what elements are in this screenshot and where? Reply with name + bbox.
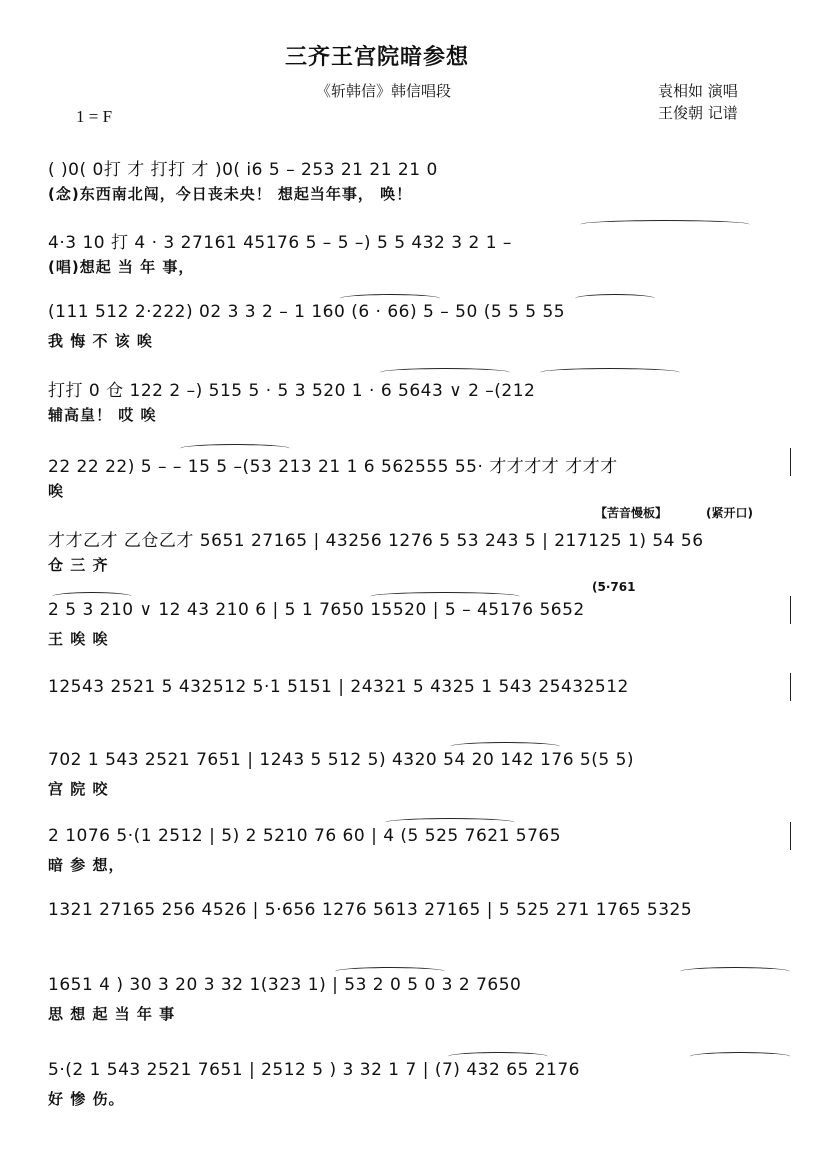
- notation-line: 12543 2521 5 432512 5·1 5151 | 24321 5 4325 1 543 25432512: [48, 677, 629, 697]
- singer-credit: 袁相如 演唱: [658, 82, 738, 100]
- score-row-9: [0, 750, 837, 810]
- lyrics-line: 暗 参 想，: [48, 856, 125, 874]
- notation-line: 才才乙才 乙仓乙才 5651 27165 | 43256 1276 5 53 243 5 | 217125 1) 54 56: [48, 531, 704, 551]
- subtitle: 《斩韩信》韩信唱段: [316, 82, 452, 100]
- notation-line: 5·(2 1 543 2521 7651 | 2512 5 ) 3 32 1 7 | (7) 432 65 2176: [48, 1060, 580, 1080]
- lyrics-line: 我 悔 不 该 唉: [48, 332, 153, 350]
- barline: [790, 596, 791, 624]
- score-row-6: [0, 506, 837, 586]
- slur: [690, 1052, 790, 1061]
- lyrics-line: (唱)想起 当 年 事，: [48, 258, 195, 276]
- cue-mark: (5·761: [592, 580, 636, 594]
- transcriber-credit: 王俊朝 记谱: [658, 104, 738, 122]
- notation-line: 702 1 543 2521 7651 | 1243 5 512 5) 4320 54 20 142 176 5(5 5): [48, 750, 635, 770]
- notation-line: 2 1076 5·(1 2512 | 5) 2 5210 76 60 | 4 (5 525 7621 5765: [48, 826, 562, 846]
- score-row-12: [0, 975, 837, 1035]
- lyrics-line: 思 想 起 当 年 事: [48, 1005, 176, 1023]
- notation-line: 打打 0 仓 122 2 –) 515 5 · 5 3 520 1 · 6 5643 ∨ 2 –(212: [48, 381, 536, 401]
- slur: [540, 368, 680, 377]
- lyrics-line: 仓 三 齐: [48, 556, 109, 574]
- slur: [680, 967, 790, 976]
- page-title: 三齐王宫院暗参想: [285, 45, 470, 70]
- score-row-10: [0, 826, 837, 886]
- barline: [790, 822, 791, 850]
- score-row-7: [0, 580, 837, 660]
- score-row-1: [0, 155, 837, 215]
- tempo-mark: (紧开口): [706, 506, 753, 520]
- section-mark: 【苦音慢板】: [595, 506, 668, 520]
- score-row-5: [0, 452, 837, 512]
- notation-line: ( )0( 0打 才 打打 才 )0( i6 5 – 253 21 21 21 0: [48, 160, 438, 180]
- lyrics-line: 好 惨 伤。: [48, 1090, 125, 1108]
- notation-line: 1651 4 ) 30 3 20 3 32 1(323 1) | 53 2 0 5 0 3 2 7650: [48, 975, 522, 995]
- lyrics-line: 宫 院 咬: [48, 780, 109, 798]
- score-row-11: [0, 900, 837, 960]
- slur: [575, 294, 655, 303]
- notation-line: 22 22 22) 5 – – 15 5 –(53 213 21 1 6 562555 55· 才才才才 才才才: [48, 457, 618, 477]
- notation-line: (111 512 2·222) 02 3 3 2 – 1 160 (6 · 66) 5 – 50 (5 5 5 55: [48, 302, 566, 322]
- lyrics-line: 唉: [48, 482, 65, 500]
- lyrics-line: 王 唉 唉: [48, 630, 109, 648]
- barline: [790, 673, 791, 701]
- slur: [580, 220, 750, 229]
- key-signature: 1 = F: [76, 107, 113, 126]
- barline: [790, 448, 791, 476]
- score-row-2: [0, 228, 837, 288]
- lyrics-line: 辅高皇！ 哎 唉: [48, 406, 157, 424]
- score-row-3: [0, 302, 837, 362]
- score-row-8: [0, 677, 837, 737]
- notation-line: 4·3 10 打 4 · 3 27161 45176 5 – 5 –) 5 5 432 3 2 1 –: [48, 233, 512, 253]
- notation-line: 2 5 3 210 ∨ 12 43 210 6 | 5 1 7650 15520 | 5 – 45176 5652: [48, 600, 585, 620]
- score-row-13: [0, 1060, 837, 1120]
- lyrics-line: (念)东西南北闯，今日丧未央！ 想起当年事， 唤！: [48, 185, 413, 203]
- score-row-4: [0, 376, 837, 436]
- notation-line: 1321 27165 256 4526 | 5·656 1276 5613 27165 | 5 525 271 1765 5325: [48, 900, 693, 920]
